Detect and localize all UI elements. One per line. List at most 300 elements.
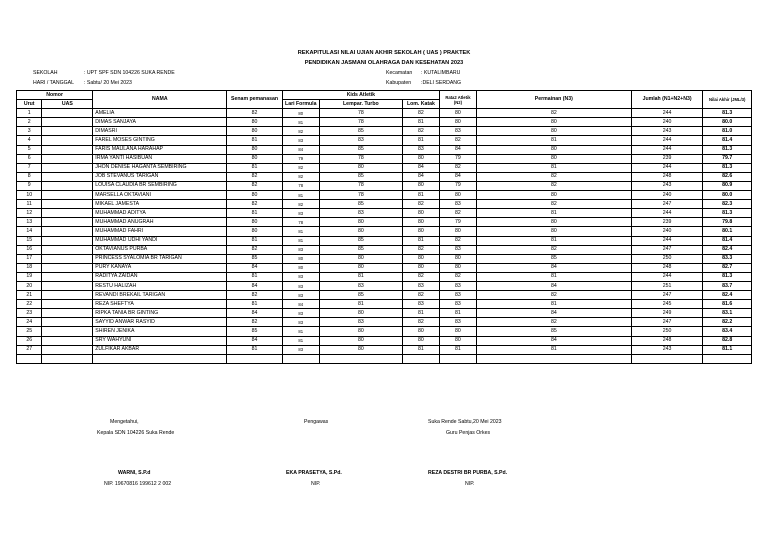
lompat-cell: 82 xyxy=(402,291,439,300)
row-number-cell: 14 xyxy=(17,227,42,236)
name-cell: SRY WAHYUNI xyxy=(93,336,227,345)
lari-cell: 83 xyxy=(282,136,319,145)
kecamatan-label: Kecamatan xyxy=(386,70,413,76)
sig-right-nip: NIP. xyxy=(465,481,475,487)
name-cell: JHON DENISE HAGANTA SEMBIRING xyxy=(93,163,227,172)
row-number-cell: 1 xyxy=(17,109,42,118)
permainan-cell: 82 xyxy=(476,181,631,190)
akhir-cell: 81.3 xyxy=(703,209,752,218)
lari-header: Lari Formula xyxy=(282,100,319,109)
jumlah-cell: 239 xyxy=(631,218,703,227)
lompat-cell: 81 xyxy=(402,136,439,145)
akhir-cell: 82.3 xyxy=(703,200,752,209)
uas-cell xyxy=(42,118,93,127)
lempar-cell: 85 xyxy=(319,172,402,181)
urut-header: Urut xyxy=(17,100,42,109)
permainan-cell: 80 xyxy=(476,227,631,236)
senam-cell: 80 xyxy=(227,154,282,163)
jumlah-cell: 248 xyxy=(631,263,703,272)
lompat-cell: 80 xyxy=(402,227,439,236)
table-row xyxy=(17,318,752,327)
lempar-cell: 83 xyxy=(319,209,402,218)
akhir-cell: 80.0 xyxy=(703,118,752,127)
uas-cell xyxy=(42,191,93,200)
akhir-cell: 81.4 xyxy=(703,136,752,145)
lompat-cell: 82 xyxy=(402,200,439,209)
permainan-cell: 84 xyxy=(476,263,631,272)
lempar-cell: 83 xyxy=(319,318,402,327)
uas-cell xyxy=(42,272,93,281)
akhir-cell: 79.7 xyxy=(703,154,752,163)
senam-cell: 80 xyxy=(227,191,282,200)
jumlah-cell: 243 xyxy=(631,345,703,354)
lari-cell: 78 xyxy=(282,181,319,190)
lari-cell: 83 xyxy=(282,245,319,254)
table-row xyxy=(17,309,752,318)
senam-cell: 81 xyxy=(227,236,282,245)
lompat-cell: 84 xyxy=(402,172,439,181)
name-cell: ZULFIKAR AKBAR xyxy=(93,345,227,354)
sekolah-value: : UPT SPF SDN 104226 SUKA RENDE xyxy=(84,70,175,76)
lempar-cell: 81 xyxy=(319,272,402,281)
lari-cell: 80 xyxy=(282,263,319,272)
permainan-cell: 82 xyxy=(476,200,631,209)
senam-cell: 82 xyxy=(227,318,282,327)
lompat-cell: 82 xyxy=(402,127,439,136)
rata-cell: 84 xyxy=(439,172,476,181)
akhir-cell: 83.7 xyxy=(703,281,752,290)
nama-header: NAMA xyxy=(93,91,227,109)
name-cell: OKTAVIANUS PURBA xyxy=(93,245,227,254)
jumlah-cell: 244 xyxy=(631,145,703,154)
rata-cell: 83 xyxy=(439,281,476,290)
kids-atletik-header: Kids Atletik xyxy=(282,91,439,100)
lempar-cell: 78 xyxy=(319,191,402,200)
permainan-cell: 84 xyxy=(476,309,631,318)
name-cell: RIPKA TANIA BR GINTING xyxy=(93,309,227,318)
lompat-cell: 81 xyxy=(402,191,439,200)
uas-cell xyxy=(42,281,93,290)
permainan-cell: 81 xyxy=(476,236,631,245)
table-row xyxy=(17,181,752,190)
table-row xyxy=(17,300,752,309)
sig-left-name: WARNI, S.P.d xyxy=(118,470,151,476)
lompat-cell: 82 xyxy=(402,272,439,281)
name-cell: RADITYA ZAIDAN xyxy=(93,272,227,281)
uas-cell xyxy=(42,136,93,145)
table-row xyxy=(17,163,752,172)
row-number-cell: 13 xyxy=(17,218,42,227)
name-cell: PRINCESS SYALOMIA BR TARIGAN xyxy=(93,254,227,263)
kabupaten-label: Kabupaten xyxy=(386,80,412,86)
row-number-cell: 5 xyxy=(17,145,42,154)
table-row xyxy=(17,209,752,218)
row-number-cell: 10 xyxy=(17,191,42,200)
name-cell: MUHAMMAD ANUGRAH xyxy=(93,218,227,227)
rata-cell: 80 xyxy=(439,227,476,236)
permainan-cell: 80 xyxy=(476,154,631,163)
lempar-cell: 85 xyxy=(319,127,402,136)
uas-cell xyxy=(42,263,93,272)
name-cell: AMELIA xyxy=(93,109,227,118)
senam-cell: 84 xyxy=(227,309,282,318)
senam-cell: 85 xyxy=(227,254,282,263)
uas-cell xyxy=(42,172,93,181)
akhir-cell: 82.4 xyxy=(703,245,752,254)
permainan-cell: 82 xyxy=(476,291,631,300)
row-number-cell: 16 xyxy=(17,245,42,254)
lempar-header: Lempar. Turbo xyxy=(319,100,402,109)
row-number-cell: 8 xyxy=(17,172,42,181)
senam-cell: 80 xyxy=(227,118,282,127)
table-row xyxy=(17,227,752,236)
name-cell: MUHAMMAD ADITYA xyxy=(93,209,227,218)
uas-cell xyxy=(42,254,93,263)
rata-cell: 82 xyxy=(439,163,476,172)
name-cell: DIMAS SANJAYA xyxy=(93,118,227,127)
table-row xyxy=(17,145,752,154)
table-row xyxy=(17,281,752,290)
lempar-cell: 80 xyxy=(319,254,402,263)
lompat-cell: 82 xyxy=(402,109,439,118)
lompat-cell: 81 xyxy=(402,309,439,318)
lompat-cell: 83 xyxy=(402,281,439,290)
table-row xyxy=(17,327,752,336)
senam-cell: 81 xyxy=(227,272,282,281)
uas-cell xyxy=(42,145,93,154)
jumlah-cell: 251 xyxy=(631,281,703,290)
akhir-cell: 81.6 xyxy=(703,300,752,309)
row-number-cell: 21 xyxy=(17,291,42,300)
document-title: REKAPITULASI NILAI UJIAN AKHIR SEKOLAH ( UAS ) PRAKTEK xyxy=(297,50,471,56)
uas-cell xyxy=(42,181,93,190)
name-cell: REZA SHEFTYA xyxy=(93,300,227,309)
row-number-cell: 27 xyxy=(17,345,42,354)
rata-cell: 82 xyxy=(439,236,476,245)
kecamatan-value: : KUTALIMBARU xyxy=(421,70,461,76)
senam-cell: 84 xyxy=(227,281,282,290)
hari-value: : Sabtu/ 20 Mei 2023 xyxy=(84,80,132,86)
uas-cell xyxy=(42,163,93,172)
lompat-cell: 82 xyxy=(402,318,439,327)
row-number-cell: 2 xyxy=(17,118,42,127)
lompat-cell: 83 xyxy=(402,300,439,309)
table-body xyxy=(17,109,752,355)
sekolah-label: SEKOLAH xyxy=(33,70,58,76)
lempar-cell: 80 xyxy=(319,218,402,227)
lompat-cell: 84 xyxy=(402,163,439,172)
table-row xyxy=(17,154,752,163)
akhir-cell: 81.0 xyxy=(703,127,752,136)
senam-cell: 82 xyxy=(227,109,282,118)
akhir-cell: 82.2 xyxy=(703,318,752,327)
jumlah-cell: 244 xyxy=(631,109,703,118)
lempar-cell: 85 xyxy=(319,236,402,245)
lari-cell: 81 xyxy=(282,327,319,336)
senam-cell: 82 xyxy=(227,245,282,254)
rata-cell: 80 xyxy=(439,327,476,336)
senam-cell: 81 xyxy=(227,209,282,218)
sig-mid-name: EKA PRASETYA, S.Pd. xyxy=(286,470,342,476)
lompat-cell: 80 xyxy=(402,154,439,163)
name-cell: MIKAEL JAMESTA xyxy=(93,200,227,209)
permainan-header: Permainan (N3) xyxy=(476,91,631,109)
jumlah-cell: 244 xyxy=(631,272,703,281)
akhir-header: Nilai Akhir (JML/3) xyxy=(703,91,752,109)
table-row xyxy=(17,172,752,181)
document-subtitle: PENDIDIKAN JASMANI OLAHRAGA DAN KESEHATAN 2023 xyxy=(304,60,464,66)
senam-cell: 81 xyxy=(227,300,282,309)
lompat-cell: 80 xyxy=(402,254,439,263)
lempar-cell: 78 xyxy=(319,118,402,127)
permainan-cell: 82 xyxy=(476,172,631,181)
uas-cell xyxy=(42,291,93,300)
jumlah-cell: 240 xyxy=(631,191,703,200)
table-row xyxy=(17,118,752,127)
jumlah-header: Jumlah (N1+N2+N3) xyxy=(631,91,703,109)
rata-header: Rata2 Atletik (N2) xyxy=(439,91,476,109)
lari-cell: 83 xyxy=(282,345,319,354)
senam-cell: 82 xyxy=(227,291,282,300)
akhir-cell: 82.4 xyxy=(703,291,752,300)
table-row xyxy=(17,136,752,145)
permainan-cell: 80 xyxy=(476,145,631,154)
rata-cell: 80 xyxy=(439,254,476,263)
permainan-cell: 81 xyxy=(476,272,631,281)
jumlah-cell: 243 xyxy=(631,181,703,190)
nomor-header: Nomor xyxy=(17,91,93,100)
rata-cell: 82 xyxy=(439,209,476,218)
lari-cell: 83 xyxy=(282,318,319,327)
lari-cell: 83 xyxy=(282,309,319,318)
lempar-cell: 80 xyxy=(319,227,402,236)
table-row xyxy=(17,191,752,200)
lari-cell: 83 xyxy=(282,291,319,300)
lari-cell: 83 xyxy=(282,272,319,281)
sig-left-line1: Mengetahui, xyxy=(110,419,139,425)
row-number-cell: 26 xyxy=(17,336,42,345)
uas-cell xyxy=(42,336,93,345)
sig-mid-nip: NIP. xyxy=(311,481,321,487)
akhir-cell: 82.8 xyxy=(703,336,752,345)
table-row xyxy=(17,218,752,227)
senam-cell: 84 xyxy=(227,336,282,345)
uas-cell xyxy=(42,236,93,245)
name-cell: SHIREN JENIKA xyxy=(93,327,227,336)
lompat-cell: 82 xyxy=(402,245,439,254)
lari-cell: 80 xyxy=(282,254,319,263)
lompat-cell: 81 xyxy=(402,118,439,127)
row-number-cell: 3 xyxy=(17,127,42,136)
permainan-cell: 81 xyxy=(476,209,631,218)
akhir-cell: 80.9 xyxy=(703,181,752,190)
row-number-cell: 20 xyxy=(17,281,42,290)
rata-cell: 82 xyxy=(439,136,476,145)
senam-cell: 80 xyxy=(227,227,282,236)
rata-cell: 82 xyxy=(439,272,476,281)
rata-cell: 83 xyxy=(439,300,476,309)
lari-cell: 82 xyxy=(282,200,319,209)
row-number-cell: 18 xyxy=(17,263,42,272)
name-cell: PURY KANAYA xyxy=(93,263,227,272)
akhir-cell: 79.8 xyxy=(703,218,752,227)
akhir-cell: 81.3 xyxy=(703,145,752,154)
uas-cell xyxy=(42,300,93,309)
table-row xyxy=(17,109,752,118)
sig-left-line2: Kepala SDN 104226 Suka Rende xyxy=(97,430,175,436)
lari-cell: 81 xyxy=(282,191,319,200)
lari-cell: 81 xyxy=(282,118,319,127)
jumlah-cell: 247 xyxy=(631,245,703,254)
jumlah-cell: 239 xyxy=(631,154,703,163)
akhir-cell: 82.6 xyxy=(703,172,752,181)
table-row xyxy=(17,263,752,272)
name-cell: FARIS MAULANA HARAHAP xyxy=(93,145,227,154)
rata-cell: 80 xyxy=(439,336,476,345)
sig-right-name: REZA DESTRI BR PURBA, S.Pd. xyxy=(428,470,508,476)
lari-cell: 82 xyxy=(282,127,319,136)
jumlah-cell: 249 xyxy=(631,309,703,318)
uas-cell xyxy=(42,127,93,136)
uas-cell xyxy=(42,154,93,163)
akhir-cell: 82.7 xyxy=(703,263,752,272)
uas-cell xyxy=(42,200,93,209)
row-number-cell: 25 xyxy=(17,327,42,336)
senam-cell: 84 xyxy=(227,263,282,272)
lari-cell: 82 xyxy=(282,163,319,172)
lempar-cell: 85 xyxy=(319,145,402,154)
lari-cell: 80 xyxy=(282,109,319,118)
permainan-cell: 84 xyxy=(476,336,631,345)
permainan-cell: 82 xyxy=(476,318,631,327)
rata-cell: 80 xyxy=(439,118,476,127)
senam-cell: 82 xyxy=(227,200,282,209)
lari-cell: 81 xyxy=(282,336,319,345)
hari-label: HARI / TANGGAL xyxy=(33,80,75,86)
lempar-cell: 80 xyxy=(319,263,402,272)
rata-cell: 83 xyxy=(439,318,476,327)
permainan-cell: 80 xyxy=(476,127,631,136)
table-row xyxy=(17,345,752,354)
jumlah-cell: 244 xyxy=(631,236,703,245)
lari-cell: 83 xyxy=(282,281,319,290)
table-row xyxy=(17,254,752,263)
uas-cell xyxy=(42,327,93,336)
permainan-cell: 80 xyxy=(476,218,631,227)
lempar-cell: 80 xyxy=(319,309,402,318)
jumlah-cell: 243 xyxy=(631,127,703,136)
lempar-cell: 80 xyxy=(319,345,402,354)
lari-cell: 84 xyxy=(282,145,319,154)
jumlah-cell: 250 xyxy=(631,327,703,336)
rata-cell: 79 xyxy=(439,154,476,163)
row-number-cell: 17 xyxy=(17,254,42,263)
table-row xyxy=(17,336,752,345)
name-cell: FAREL MOSES GINTING xyxy=(93,136,227,145)
uas-cell xyxy=(42,309,93,318)
akhir-cell: 81.1 xyxy=(703,345,752,354)
senam-cell: 82 xyxy=(227,172,282,181)
rata-cell: 83 xyxy=(439,200,476,209)
lempar-cell: 83 xyxy=(319,281,402,290)
rata-cell: 81 xyxy=(439,345,476,354)
senam-cell: 81 xyxy=(227,136,282,145)
senam-cell: 80 xyxy=(227,145,282,154)
lempar-cell: 85 xyxy=(319,200,402,209)
permainan-cell: 84 xyxy=(476,281,631,290)
row-number-cell: 12 xyxy=(17,209,42,218)
uas-cell xyxy=(42,109,93,118)
permainan-cell: 80 xyxy=(476,118,631,127)
row-number-cell: 15 xyxy=(17,236,42,245)
akhir-cell: 83.1 xyxy=(703,309,752,318)
rata-cell: 83 xyxy=(439,245,476,254)
permainan-cell: 81 xyxy=(476,345,631,354)
sig-left-nip: NIP. 19670816 199612 2 002 xyxy=(104,481,172,487)
jumlah-cell: 244 xyxy=(631,136,703,145)
jumlah-cell: 244 xyxy=(631,163,703,172)
permainan-cell: 85 xyxy=(476,327,631,336)
permainan-cell: 81 xyxy=(476,300,631,309)
jumlah-cell: 245 xyxy=(631,300,703,309)
lempar-cell: 80 xyxy=(319,336,402,345)
lari-cell: 79 xyxy=(282,154,319,163)
row-number-cell: 22 xyxy=(17,300,42,309)
row-number-cell: 23 xyxy=(17,309,42,318)
lompat-cell: 81 xyxy=(402,345,439,354)
rata-cell: 84 xyxy=(439,145,476,154)
name-cell: IRMA YANTI HASIBUAN xyxy=(93,154,227,163)
sig-right-line1: Suka Rende Sabtu,20 Mei 2023 xyxy=(428,419,502,425)
table-row xyxy=(17,291,752,300)
rata-cell: 83 xyxy=(439,127,476,136)
row-number-cell: 4 xyxy=(17,136,42,145)
rata-cell: 83 xyxy=(439,291,476,300)
akhir-cell: 81.3 xyxy=(703,109,752,118)
lari-cell: 84 xyxy=(282,300,319,309)
lompat-cell: 81 xyxy=(402,236,439,245)
lempar-cell: 85 xyxy=(319,245,402,254)
lari-cell: 83 xyxy=(282,209,319,218)
jumlah-cell: 248 xyxy=(631,336,703,345)
row-number-cell: 9 xyxy=(17,181,42,190)
name-cell: JOB STEVANUS TARIGAN xyxy=(93,172,227,181)
table-row xyxy=(17,127,752,136)
akhir-cell: 81.4 xyxy=(703,236,752,245)
row-number-cell: 19 xyxy=(17,272,42,281)
akhir-cell: 81.3 xyxy=(703,272,752,281)
lari-cell: 82 xyxy=(282,172,319,181)
permainan-cell: 81 xyxy=(476,136,631,145)
lari-cell: 81 xyxy=(282,236,319,245)
name-cell: MARSELLA OKTAVIANI xyxy=(93,191,227,200)
name-cell: DIMASRI xyxy=(93,127,227,136)
senam-cell: 81 xyxy=(227,163,282,172)
lari-cell: 81 xyxy=(282,227,319,236)
senam-header: Senam pemanasan xyxy=(227,91,282,109)
jumlah-cell: 244 xyxy=(631,209,703,218)
name-cell: MUHAMMAD FAHRI xyxy=(93,227,227,236)
lempar-cell: 83 xyxy=(319,136,402,145)
lompat-cell: 80 xyxy=(402,336,439,345)
lempar-cell: 81 xyxy=(319,300,402,309)
uas-cell xyxy=(42,245,93,254)
kabupaten-value: :DELI SERDANG xyxy=(421,80,462,86)
row-number-cell: 6 xyxy=(17,154,42,163)
uas-cell xyxy=(42,318,93,327)
lempar-cell: 80 xyxy=(319,327,402,336)
senam-cell: 80 xyxy=(227,127,282,136)
